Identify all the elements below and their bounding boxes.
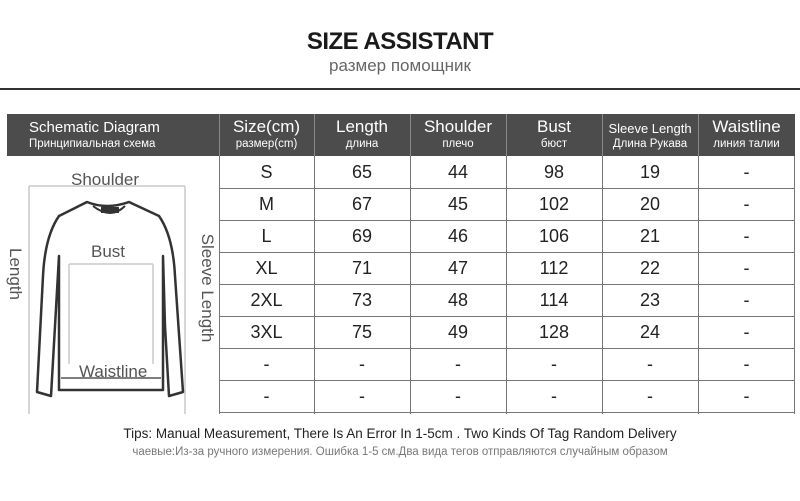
header-waistline-ru: линия талии <box>713 138 780 150</box>
cell-bust: - <box>551 386 557 406</box>
tips-text: Tips: Manual Measurement, There Is An Error In 1-5cm . Two Kinds Of Tag Random Delivery <box>123 426 677 441</box>
header-schematic <box>7 114 219 156</box>
header-size-en: Size(cm) <box>232 117 301 136</box>
header-length-ru: длина <box>345 138 379 150</box>
header-shoulder <box>410 114 506 156</box>
cell-waistline: - <box>743 322 750 342</box>
header-schematic-en: Schematic Diagram <box>29 119 160 136</box>
header-bust <box>506 114 602 156</box>
cell-size: M <box>259 194 274 214</box>
table-header <box>7 114 795 156</box>
header-waistline <box>698 114 795 156</box>
cell-waistline: - <box>743 258 750 278</box>
cell-shoulder: 46 <box>447 226 469 246</box>
table-row <box>219 188 795 221</box>
cell-bust: 102 <box>538 194 570 214</box>
header-waistline-en: Waistline <box>712 117 781 136</box>
cell-shoulder: 47 <box>447 258 469 278</box>
header-sleeve-length-en: Sleeve Length <box>608 121 692 136</box>
cell-shoulder: - <box>455 354 461 374</box>
header-size <box>219 114 314 156</box>
table-row <box>219 220 795 253</box>
cell-size: - <box>263 354 270 374</box>
cell-size: 2XL <box>250 290 283 310</box>
cell-size: S <box>260 162 273 182</box>
header-divider <box>410 114 411 156</box>
cell-size: 3XL <box>250 322 283 342</box>
table-divider <box>602 156 603 414</box>
cell-length: 75 <box>351 322 373 342</box>
size-table <box>219 156 795 414</box>
cell-length: 69 <box>351 226 373 246</box>
cell-sleeve-length: 21 <box>639 226 661 246</box>
cell-bust: 112 <box>539 258 569 278</box>
cell-sleeve-length: 23 <box>639 290 661 310</box>
cell-sleeve-length: 19 <box>639 162 661 182</box>
table-divider <box>506 156 507 414</box>
diagram-label-bust: Bust <box>91 242 126 261</box>
table-divider <box>314 156 315 414</box>
cell-sleeve-length: - <box>647 354 653 374</box>
header-divider <box>506 114 507 156</box>
cell-shoulder: - <box>455 386 461 406</box>
header-shoulder-en: Shoulder <box>423 117 493 136</box>
title-divider <box>0 88 800 90</box>
cell-length: 65 <box>351 162 373 182</box>
table-divider <box>219 156 220 414</box>
cell-waistline: - <box>743 226 750 246</box>
cell-shoulder: 45 <box>447 194 469 214</box>
cell-bust: - <box>551 354 557 374</box>
cell-waistline: - <box>743 354 750 374</box>
table-row <box>219 156 795 189</box>
header-bust-ru: бюст <box>540 138 568 150</box>
table-divider <box>698 156 699 414</box>
header-sleeve-length-ru: Длина Рукава <box>612 138 688 150</box>
diagram-label-sleeve-length: Sleeve Length <box>198 233 217 343</box>
cell-waistline: - <box>743 290 750 310</box>
table-row <box>219 380 795 413</box>
cell-sleeve-length: 22 <box>639 258 661 278</box>
header-size-ru: размер(cm) <box>235 138 298 150</box>
header-schematic-ru: Принципиальная схема <box>29 138 156 150</box>
table-row <box>219 316 795 349</box>
table-divider <box>410 156 411 414</box>
page-subtitle: размер помощник <box>329 56 471 75</box>
header-divider <box>314 114 315 156</box>
diagram-label-waistline: Waistline <box>79 362 148 381</box>
header-divider <box>602 114 603 156</box>
table-row <box>219 252 795 285</box>
cell-shoulder: 49 <box>447 322 469 342</box>
page-title: SIZE ASSISTANT <box>306 28 494 55</box>
cell-bust: 98 <box>543 162 565 182</box>
header-length-en: Length <box>336 117 388 136</box>
cell-shoulder: 44 <box>447 162 469 182</box>
cell-length: 73 <box>351 290 373 310</box>
header-divider <box>219 114 220 156</box>
cell-size: XL <box>255 258 278 278</box>
cell-bust: 114 <box>539 290 569 310</box>
cell-size: L <box>261 226 272 246</box>
header-length <box>314 114 410 156</box>
cell-size: - <box>263 386 270 406</box>
header-sleeve-length <box>602 114 698 156</box>
cell-sleeve-length: 20 <box>639 194 661 214</box>
cell-shoulder: 48 <box>447 290 469 310</box>
cell-waistline: - <box>743 162 750 182</box>
cell-length: - <box>359 354 365 374</box>
diagram-label-shoulder: Shoulder <box>71 170 140 189</box>
cell-length: 71 <box>351 258 373 278</box>
table-row <box>219 284 795 317</box>
diagram-label-length: Length <box>6 248 25 300</box>
cell-waistline: - <box>743 386 750 406</box>
table-divider <box>794 156 795 414</box>
header-divider <box>698 114 699 156</box>
tips-text-ru: чаевые:Из-за ручного измерения. Ошибка 1-5 см.Два вида тегов отправляются случайным образом <box>132 446 668 458</box>
cell-waistline: - <box>743 194 750 214</box>
header-shoulder-ru: плечо <box>442 138 474 150</box>
cell-bust: 128 <box>538 322 570 342</box>
cell-length: - <box>359 386 365 406</box>
cell-sleeve-length: - <box>647 386 653 406</box>
cell-sleeve-length: 24 <box>639 322 661 342</box>
cell-length: 67 <box>351 194 373 214</box>
table-row <box>219 348 795 381</box>
cell-bust: 106 <box>538 226 570 246</box>
schematic-diagram <box>7 156 219 416</box>
header-bust-en: Bust <box>536 117 572 136</box>
